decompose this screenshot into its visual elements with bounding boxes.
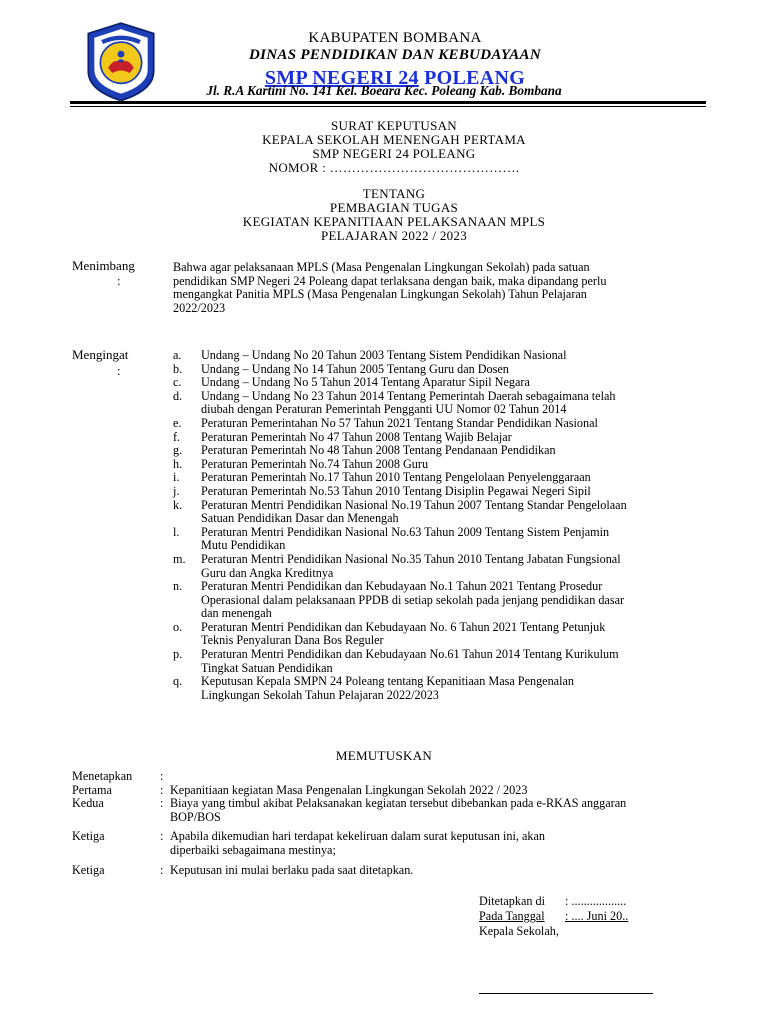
menimbang-line: 2022/2023 <box>173 300 226 315</box>
decision-text <box>170 830 692 857</box>
mengingat-item <box>173 444 673 458</box>
mengingat-item-line: diubah dengan Peraturan Pemerintah Pengganti UU Nomor 02 Tahun 2014 <box>201 402 567 417</box>
mengingat-item-text <box>201 458 673 472</box>
letterhead <box>160 30 630 91</box>
mengingat-item-line: Peraturan Pemerintah No.53 Tahun 2010 Tentang Disiplin Pegawai Negeri Sipil <box>201 483 591 498</box>
letterhead-divider-thin <box>70 106 706 107</box>
signature-place-label: Ditetapkan di <box>479 894 545 908</box>
mengingat-item-letter: f. <box>173 429 181 444</box>
mengingat-item <box>173 349 673 363</box>
mengingat-item-line: Keputusan Kepala SMPN 24 Poleang tentang Kepanitiaan Masa Pengenalan <box>201 674 574 689</box>
mengingat-item <box>173 363 673 377</box>
mengingat-item-line: Peraturan Mentri Pendidikan dan Kebudayaan No. 6 Tahun 2021 Tentang Petunjuk <box>201 619 606 634</box>
decision-colon: : <box>160 796 164 811</box>
mengingat-colon: : <box>117 363 121 378</box>
mengingat-item-letter: j. <box>173 483 180 498</box>
decree-title <box>150 119 638 175</box>
decision-label: Ketiga <box>72 829 105 844</box>
mengingat-item-line: Undang – Undang No 14 Tahun 2005 Tentang Guru dan Dosen <box>201 361 509 376</box>
mengingat-item <box>173 499 673 526</box>
mengingat-item <box>173 431 673 445</box>
mengingat-item-letter: b. <box>173 361 183 376</box>
mengingat-item <box>173 417 673 431</box>
decision-label: Ketiga <box>72 862 105 877</box>
decision-text-line: Apabila dikemudian hari terdapat kekeliruan dalam surat keputusan ini, akan <box>170 829 545 844</box>
mengingat-item-text <box>201 417 673 431</box>
signature-place-row <box>479 894 628 909</box>
mengingat-item-letter: e. <box>173 415 182 430</box>
mengingat-item-text <box>201 363 673 377</box>
mengingat-item-letter: d. <box>173 388 183 403</box>
mengingat-item-line: Peraturan Mentri Pendidikan Nasional No.63 Tahun 2009 Tentang Sistem Penjamin <box>201 524 610 539</box>
decree-subject <box>150 187 638 243</box>
mengingat-item <box>173 485 673 499</box>
mengingat-item <box>173 675 673 702</box>
school-name-rest: POLEANG <box>424 67 526 89</box>
decree-title-line: SURAT KEPUTUSAN <box>331 118 457 133</box>
mengingat-item-text <box>201 553 673 580</box>
decree-number: NOMOR : ……………………………………. <box>268 160 520 175</box>
mengingat-item-line: Lingkungan Sekolah Tahun Pelajaran 2022/2023 <box>201 687 439 702</box>
mengingat-item-letter: l. <box>173 524 180 539</box>
mengingat-item-letter: q. <box>173 674 183 689</box>
mengingat-item-line: Peraturan Mentri Pendidikan Nasional No.35 Tahun 2010 Tentang Jabatan Fungsional <box>201 551 621 566</box>
mengingat-item-line: Peraturan Pemerintahan No 57 Tahun 2021 Tentang Standar Pendidikan Nasional <box>201 415 598 430</box>
mengingat-item-text <box>201 431 673 445</box>
signature-line <box>479 993 653 994</box>
mengingat-item <box>173 553 673 580</box>
mengingat-item <box>173 376 673 390</box>
mengingat-item <box>173 390 673 417</box>
mengingat-item-line: Undang – Undang No 20 Tahun 2003 Tentang Sistem Pendidikan Nasional <box>201 348 567 362</box>
decision-label: Menetapkan <box>72 769 133 783</box>
mengingat-item-line: dan menengah <box>201 606 272 621</box>
decision-row <box>72 784 692 798</box>
decision-text-line: diperbaiki sebagaimana mestinya; <box>170 842 336 857</box>
decision-row <box>72 797 692 824</box>
mengingat-item-line: Peraturan Mentri Pendidikan dan Kebudayaan No.1 Tahun 2021 Tentang Prosedur <box>201 579 603 594</box>
school-name-underlined: SMP NEGERI 24 <box>264 67 419 89</box>
mengingat-item <box>173 458 673 472</box>
mengingat-item <box>173 471 673 485</box>
mengingat-item-line: Undang – Undang No 23 Tahun 2014 Tentang Pemerintah Daerah sebagaimana telah <box>201 388 616 403</box>
subject-line: TENTANG <box>362 186 426 201</box>
mengingat-item-text <box>201 580 673 621</box>
mengingat-item <box>173 580 673 621</box>
mengingat-item <box>173 526 673 553</box>
mengingat-item-line: Peraturan Pemerintah No.74 Tahun 2008 Guru <box>201 456 429 471</box>
mengingat-label: Mengingat <box>72 347 129 362</box>
signature-date-value: : .... Juni 20.. <box>565 909 629 923</box>
decision-text: Keputusan ini mulai berlaku pada saat ditetapkan. <box>170 862 414 877</box>
mengingat-item-letter: g. <box>173 443 183 458</box>
decision-label: Pertama <box>72 782 112 797</box>
signature-title: Kepala Sekolah, <box>479 924 559 938</box>
mengingat-item-text <box>201 376 673 390</box>
signature-place-value: : .................. <box>565 894 627 908</box>
mengingat-item-text <box>201 648 673 675</box>
mengingat-item-letter: k. <box>173 497 183 512</box>
mengingat-item-line: Peraturan Pemerintah No.17 Tahun 2010 Tentang Pengelolaan Penyelenggaraan <box>201 470 591 485</box>
subject-line: KEGIATAN KEPANITIAAN PELAKSANAAN MPLS <box>242 214 546 229</box>
decision-row <box>72 864 692 878</box>
mengingat-item-line: Satuan Pendidikan Dasar dan Menengah <box>201 511 399 526</box>
decision-colon: : <box>160 782 164 797</box>
decision-text: Kepanitiaan kegiatan Masa Pengenalan Lingkungan Sekolah 2022 / 2023 <box>170 782 528 797</box>
menimbang-text <box>173 261 693 315</box>
decision-text <box>170 770 692 784</box>
mengingat-item-line: Guru dan Angka Kreditnya <box>201 565 334 580</box>
mengingat-item-letter: o. <box>173 619 183 634</box>
decision-list <box>72 770 692 877</box>
mengingat-item-text <box>201 390 673 417</box>
mengingat-item-letter: i. <box>173 470 180 485</box>
department-name: DINAS PENDIDIKAN DAN KEBUDAYAAN <box>249 47 541 63</box>
school-address: Jl. R.A Kartini No. 141 Kel. Boeara Kec. Poleang Kab. Bombana <box>206 83 562 98</box>
regency-name: KABUPATEN BOMBANA <box>308 30 482 46</box>
mengingat-item-line: Peraturan Mentri Pendidikan dan Kebudayaan No.61 Tahun 2014 Tentang Kurikulum <box>201 647 619 662</box>
mengingat-item-letter: m. <box>173 551 186 566</box>
decision-text-line: BOP/BOS <box>170 809 221 824</box>
signature-date-label: Pada Tanggal <box>479 909 545 923</box>
mengingat-item-line: Operasional dalam pelaksanaan PPDB di setiap sekolah pada jenjang pendidikan dasar <box>201 592 625 607</box>
menimbang-label: Menimbang <box>72 258 135 273</box>
mengingat-list <box>173 349 673 702</box>
mengingat-item-text <box>201 621 673 648</box>
menimbang-line: mengangkat Panitia MPLS (Masa Pengenalan Lingkungan Sekolah) Tahun Pelajaran <box>173 287 587 302</box>
subject-line: PELAJARAN 2022 / 2023 <box>320 228 468 243</box>
subject-line: PEMBAGIAN TUGAS <box>329 200 459 215</box>
decision-label: Kedua <box>72 796 104 811</box>
mengingat-item-letter: h. <box>173 456 183 471</box>
mengingat-item-text <box>201 349 673 363</box>
menimbang-line: Bahwa agar pelaksanaan MPLS (Masa Pengenalan Lingkungan Sekolah) pada satuan <box>173 260 590 274</box>
decision-text-line: Biaya yang timbul akibat Pelaksanakan kegiatan tersebut dibebankan pada e-RKAS anggaran <box>170 796 627 811</box>
menimbang-line: pendidikan SMP Negeri 24 Poleang dapat terlaksana dengan baik, maka dipandang perlu <box>173 273 607 288</box>
mengingat-item <box>173 648 673 675</box>
mengingat-item-letter: n. <box>173 579 183 594</box>
decision-text <box>170 797 692 824</box>
decision-colon: : <box>160 829 164 844</box>
mengingat-item-line: Peraturan Mentri Pendidikan Nasional No.19 Tahun 2007 Tentang Standar Pengelolaan <box>201 497 627 512</box>
mengingat-item-text <box>201 499 673 526</box>
mengingat-item-text <box>201 444 673 458</box>
decision-row <box>72 770 692 784</box>
mengingat-item-text <box>201 471 673 485</box>
mengingat-item-line: Tingkat Satuan Pendidikan <box>201 660 333 675</box>
mengingat-item-line: Peraturan Pemerintah No 48 Tahun 2008 Tentang Pendanaan Pendidikan <box>201 443 556 458</box>
mengingat-item-text <box>201 675 673 702</box>
decree-title-line: KEPALA SEKOLAH MENENGAH PERTAMA <box>262 132 526 147</box>
mengingat-item-text <box>201 526 673 553</box>
mengingat-item-letter: p. <box>173 647 183 662</box>
mengingat-item <box>173 621 673 648</box>
decision-row <box>72 830 692 857</box>
mengingat-item-line: Undang – Undang No 5 Tahun 2014 Tentang Aparatur Sipil Negara <box>201 375 530 390</box>
decision-colon: : <box>160 769 164 783</box>
signature-date-row <box>479 909 628 924</box>
mengingat-item-line: Mutu Pendidikan <box>201 538 286 553</box>
mengingat-item-letter: a. <box>173 348 182 362</box>
mengingat-item-text <box>201 485 673 499</box>
decree-title-line: SMP NEGERI 24 POLEANG <box>312 146 476 161</box>
decision-colon: : <box>160 862 164 877</box>
signature-block <box>479 894 628 939</box>
memutuskan-heading: MEMUTUSKAN <box>335 748 433 763</box>
mengingat-item-letter: c. <box>173 375 182 390</box>
mengingat-item-line: Peraturan Pemerintah No 47 Tahun 2008 Tentang Wajib Belajar <box>201 429 512 444</box>
menimbang-colon: : <box>117 273 121 288</box>
mengingat-item-line: Teknis Penyaluran Dana Bos Reguler <box>201 633 384 648</box>
letterhead-divider-thick <box>70 101 706 104</box>
